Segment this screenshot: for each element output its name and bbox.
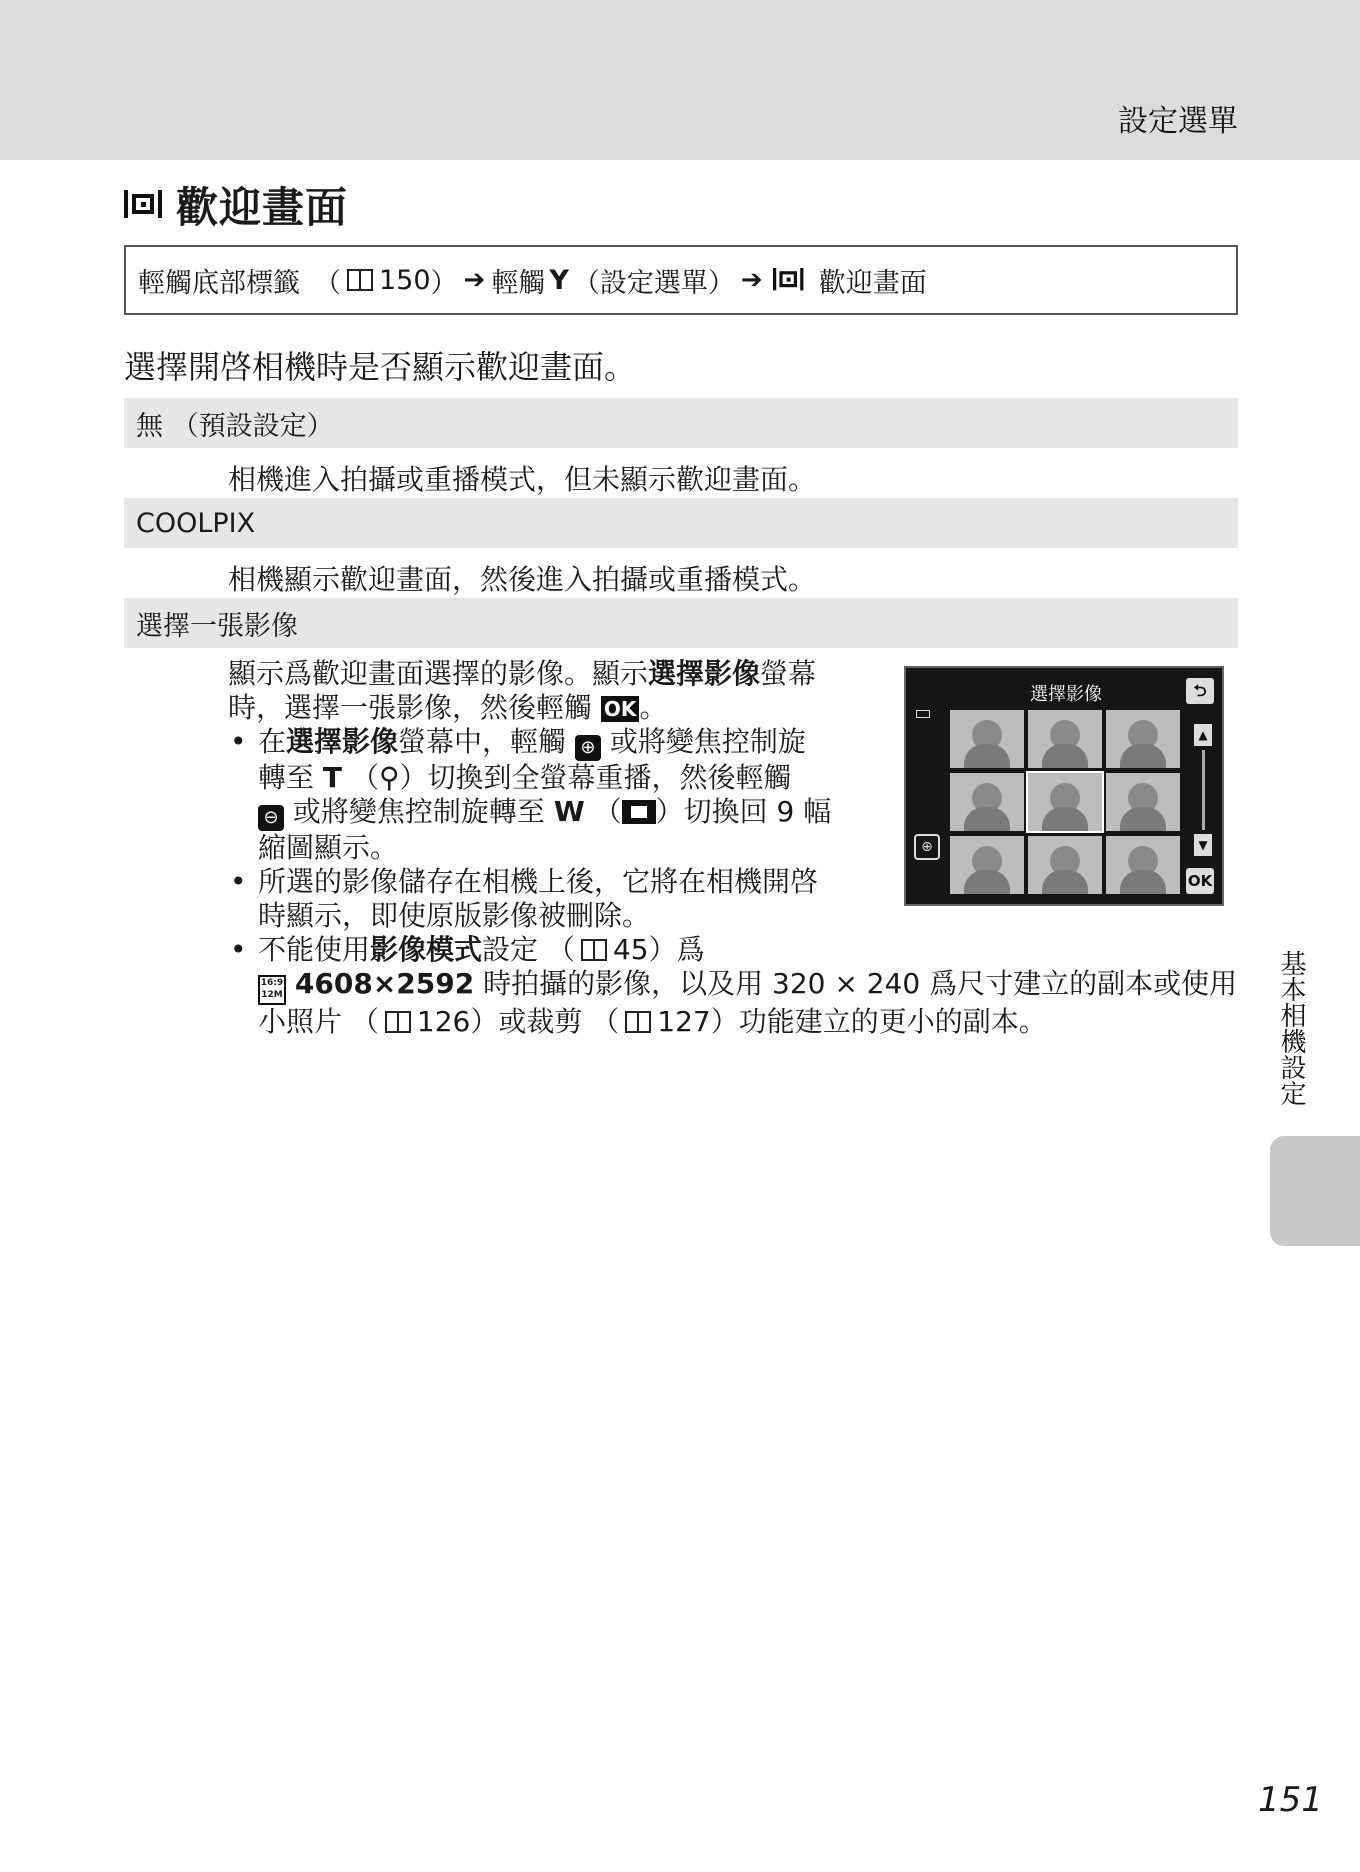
list-item: • 不能使用影像模式設定 （ 45）爲 16:9 12M 4608×2592 時拍攝的影像，以及用 320 × 240 爲尺寸建立的副本或使用 小照片 （ 126）或裁剪 （ 127）功能建立的更小的副本。: [230, 933, 1238, 1038]
thumbnail[interactable]: [950, 836, 1024, 894]
thumbnail-selected[interactable]: [1028, 773, 1102, 831]
camera-screen-illustration: [904, 666, 1224, 906]
nav-step3: 歡迎畫面: [818, 267, 927, 299]
thumbnail-grid-icon: [622, 800, 656, 824]
option-coolpix-label: COOLPIX: [124, 498, 1238, 548]
welcome-screen-icon: [124, 190, 164, 220]
navigation-path: 輕觸底部標籤 （ 150 ） ➔ 輕觸 Y （設定選單） ➔ 歡迎畫面: [124, 245, 1238, 315]
section-title: 設定選單: [1118, 104, 1238, 139]
magnifier-icon: ⚲: [378, 761, 400, 794]
option-select-image-label: 選擇一張影像: [124, 598, 1238, 648]
wrench-icon: Y: [549, 264, 569, 296]
scrollbar[interactable]: [1202, 750, 1205, 830]
welcome-screen-icon: [773, 268, 805, 292]
list-item: • 在選擇影像螢幕中，輕觸 ⊕ 或將變焦控制旋 轉至 T （⚲）切換到全螢幕重播，然後輕觸 ⊖ 或將變焦控制旋轉至 W （ ）切換回 9 幅 縮圖顯示。: [230, 725, 832, 864]
side-tab: [1270, 1136, 1360, 1246]
battery-icon: [916, 710, 930, 718]
nav-ref1: 150: [379, 264, 431, 296]
page-title: [124, 180, 348, 230]
screen-title: 選擇影像: [1030, 684, 1102, 705]
book-icon: [581, 939, 607, 961]
list-item: • 所選的影像儲存在相機上後，它將在相機開啓 時顯示，即使原版影像被刪除。: [230, 865, 819, 932]
book-icon: [385, 1011, 411, 1033]
back-button[interactable]: ⮌: [1186, 678, 1214, 704]
book-icon: [347, 269, 373, 291]
zoom-in-icon[interactable]: ⊕: [914, 834, 940, 860]
nav-step1: 輕觸底部標籤: [138, 267, 300, 299]
option-none-label: 無 （預設設定）: [124, 398, 1238, 448]
page-number: 151: [1258, 1780, 1323, 1820]
image-mode-icon: 16:9 12M: [258, 975, 286, 1005]
scroll-up-button[interactable]: ▲: [1194, 724, 1212, 746]
ok-button[interactable]: OK: [1186, 868, 1214, 894]
select-image-description: 顯示爲歡迎畫面選擇的影像。顯示選擇影像螢幕 時，選擇一張影像，然後輕觸 OK 。: [228, 657, 817, 724]
book-icon: [625, 1011, 651, 1033]
thumbnail[interactable]: [1028, 710, 1102, 768]
option-coolpix-description: 相機顯示歡迎畫面，然後進入拍攝或重播模式。: [228, 563, 817, 596]
thumbnail[interactable]: [1028, 836, 1102, 894]
zoom-out-icon: ⊖: [258, 805, 284, 831]
nav-step2-label: （設定選單）: [572, 267, 735, 299]
zoom-in-icon: ⊕: [575, 735, 601, 761]
scroll-down-button[interactable]: ▼: [1194, 834, 1212, 856]
thumbnail[interactable]: [950, 773, 1024, 831]
thumbnail[interactable]: [1106, 836, 1180, 894]
ok-icon: OK: [601, 696, 640, 722]
nav-step2: 輕觸: [491, 267, 546, 299]
option-none-description: 相機進入拍攝或重播模式，但未顯示歡迎畫面。: [228, 463, 817, 496]
page-header: [0, 0, 1360, 160]
side-tab-label: 基本相機設定: [1276, 950, 1306, 1106]
thumbnail[interactable]: [950, 710, 1024, 768]
page-title-text: 歡迎畫面: [176, 183, 349, 232]
thumbnail[interactable]: [1106, 773, 1180, 831]
arrow-right-icon: ➔: [463, 265, 486, 295]
thumbnail-grid: [950, 710, 1180, 894]
intro-text: 選擇開啓相機時是否顯示歡迎畫面。: [124, 348, 637, 386]
thumbnail[interactable]: [1106, 710, 1180, 768]
arrow-right-icon: ➔: [740, 265, 763, 295]
